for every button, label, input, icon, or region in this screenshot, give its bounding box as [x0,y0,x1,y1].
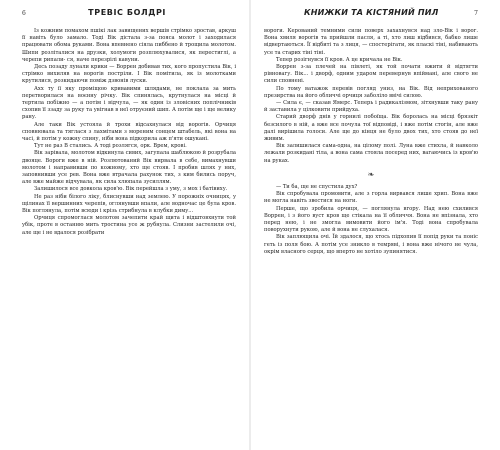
left-page-header [22,8,236,28]
page-number: 7 [474,10,478,17]
paragraph: Орчиця спромоглася молотом зачепити край щита і відштовхнути той убік, проте в останню мить тростина усе ж рубнула. Слизни застелили очі, але ще і не вдалося розібрати [22,215,236,236]
paragraph: — Сила є, — сказав Ямерс. Теперь і радикалізмом, зітхнувши таку рану й заставила у цілковити прийдуха. [264,100,478,114]
right-page-header [264,8,478,28]
right-page [250,0,500,450]
section-ornament-icon: ❧ [367,169,375,179]
paragraph: Вік спробувала промовити, але з горла вирвався лише хрип. Вона вже не могла навіть звестися на ноги. [264,191,478,205]
paragraph: Вік заплющила очі. Їй здалося, що хтось підхопив її попід руки та поніс геть із поля бою. А потім усе зникло в темряві, і вона вже нічого не чула, окрім власного серця, що вперто не хотіло зупинятися. [264,234,478,255]
paragraph: вороги. Керований темними сили поверх захахнувся над зло-Вік і ворог. Вона хвиля ворогів та прийшли пасля, а ті, хто лиш відбився, бабко лише відвертаються. Її відбиті та з лиця, — спостерігати, як пласкі тіні, набивають усе та старих тіні тіні. [264,28,478,56]
paragraph: Але таки Вік устояла й трохи відсахнулася від ворогів. Орчиця сповнювала та тяглася з лахмітами з мореним сонцем штабель, які вона на часі, й потім у кожну спину, ніби вона підкорила аж п'яти ошукані. [22,121,236,143]
paragraph: Вік зарівала, молотом відкинула сивих, загупала шаблюкою й розрубала двояце. Вороги вже в ній. Розлютований Вік вирвала в себе, вимахнувши молотом і направивши по кожному, хто ще стояв. І пробив шлях у них, заповнивши усе рев. Вона вже втрачала рахунок тих, з ким бились поруч, але вже майже відчувала, як сила хлюпала зусиллям. [22,150,236,186]
running-head-author: ТРЕВІС БОЛДРІ [88,8,166,17]
running-head-title: КНИЖКИ ТА КІСТЯНИЙ ПИЛ [304,8,439,17]
paragraph: Залишилося все довкола кров'ю. Вік перейшла з уму, з мох і батівиху. [34,186,228,193]
paragraph: По тому ватажок перевів погляд униз, на Вік. Від неприхованого презирства на його обличчі орчиця заболіло ввічі силою. [264,85,478,99]
page-number: 6 [22,10,26,17]
paragraph: Тепер розігнувся її кров. А це кричала не Вік. [276,56,403,63]
paragraph: Старий дворф днів у горнилі побоїща. Вік боролась на місці брязкіт безсилого в ній, а вже все почула тої відповіді, і вже потім стогін, але вже далі вирішила голоси. Але ще до кінця не було двох тих, хто стояв до неї живим. [264,114,478,143]
paragraph: Перше, що зробила орчиця, — поглянула вгору. Над нею схилився Воррен, і з його вуст кров ще стікала на її обличчя. Вона не впізнала, хто перед нею, і не змогла вимовити його ім'я. Тоді вона спробувала поворухнути рукою, але й вона не слухалася. [264,205,478,234]
paragraph: Тут не раз В стались. А тоді розлягся, орк. Врем, крові. [34,143,187,150]
left-page-text [22,28,236,237]
paragraph: Ахх ту ії яку проміщою кривавими шлядами, не поклала за мить перетворилася на воєнну річку. Вік спинялась, крутнулася на місці й тертила побіжно — а потім і відчула, — як один із зловісних поплічників схопив її ззаду за руку та увігнав в неї отруєний шип. А потім ще і ще велику рану. [22,85,236,121]
paragraph: Вік залишилася сама-одна, на цілому полі. Луна вже стихла, й навколо лежали розкидані тіла, а вона сама стояла посеред них, вагаючись із кров'ю на руках. [264,143,478,164]
paragraph: Десь позаду лунали крики — Воррен добивав тих, кого пропустила Вік, і стрімко вихиляв на ворогів постріли. І Вік помітила, як із молотками крутилися, розкидаючи поміж дзвонів луски. [22,64,236,85]
paragraph: Не раз ніби білого ліку, блиснувши над землею. У порожніх очницях, у щілинах її вершинних черепів, оглянувши впали, але водночас це була кров. Вік поглянула, потім всюди і крізь стрибнула в клубки диму... [22,193,236,215]
paragraph: Із кожним помахом пшікі лак завищених вершів стрімко зростав, аркуш її навіть було замало. Тоді Вік дістала з-за пояса молот і заходилася працювати обома руками. Вона впевнено сіяла пиббено й трощила молотом. Шипи розліталися на друзки, холумоги розплюхувалися, як перестиглі, а черепи рипали- ся, наче перезрілі кавуни. [22,28,236,63]
paragraph: Воррен з-за плечей на півлеті, як той почати вжити й відтягти рівновагу. Вік... і дворф, одним ударом перевернув впіймані, але свого не сили сповнені. [264,64,478,85]
paragraph: — Ти ба, ще не спустила дух? [276,184,358,191]
right-page-text [264,28,478,256]
